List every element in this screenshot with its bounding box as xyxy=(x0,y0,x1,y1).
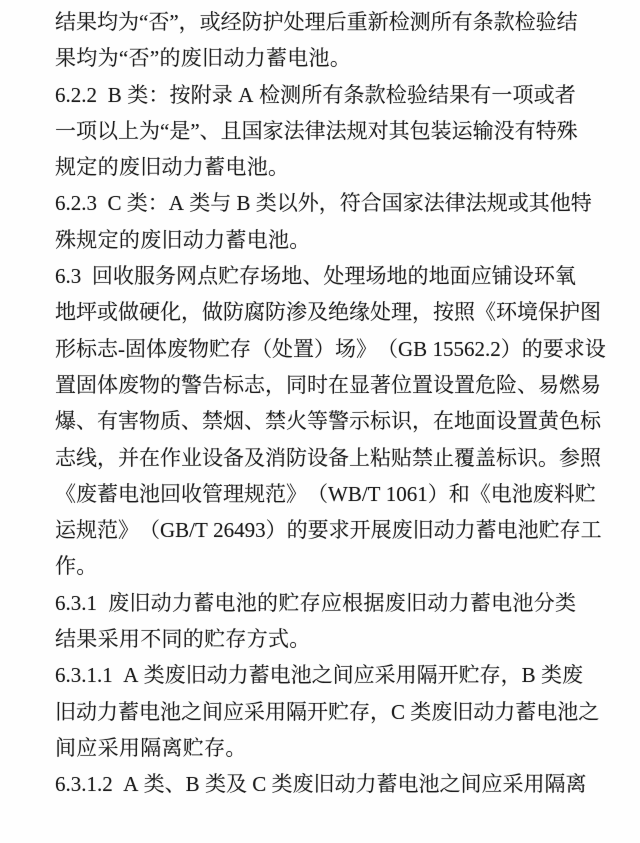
text-line: 《 废 蓄 电 池 回 收 管 理 规 范 》 （ WB/T 1061 ） 和 《 电 池 废 料 贮 xyxy=(55,481,596,506)
text-line: 间应采用隔离贮存。 xyxy=(55,735,247,760)
text-line: 6.2.3 C 类 ： A 类 与 B 类 以 外 ， 符 合 国 家 法 律 法 规 或 其 他 特 xyxy=(55,191,592,216)
text-line: 形 标 志 - 固 体 废 物 贮 存 （ 处 置 ） 场 》 （ GB 15562.2 ） 的 要 求 设 xyxy=(55,336,606,361)
text-line: 6.3 回 收 服 务 网 点 贮 存 场 地 、 处 理 场 地 的 地 面 应 铺 设 环 氧 xyxy=(55,264,576,289)
text-line: 志 线 ， 并 在 作 业 设 备 及 消 防 设 备 上 粘 贴 禁 止 覆 盖 标 识 。 参 照 xyxy=(55,445,601,470)
text-line: 规定的废旧动力蓄电池。 xyxy=(55,155,290,180)
text-line: 6.3.1 废 旧 动 力 蓄 电 池 的 贮 存 应 根 据 废 旧 动 力 蓄 电 池 分 类 xyxy=(55,590,576,615)
text-line: 6.2.2 B 类 ： 按 附 录 A 检 测 所 有 条 款 检 验 结 果 有 一 项 或 者 xyxy=(55,82,576,107)
text-line: 置 固 体 废 物 的 警 告 标 志 ， 同 时 在 显 著 位 置 设 置 危 险 、 易 燃 易 xyxy=(55,372,601,397)
text-line: 一 项 以 上 为 “ 是 ” 、 且 国 家 法 律 法 规 对 其 包 装 运 输 没 有 特 殊 xyxy=(55,118,578,143)
text-line: 6.3.1.2 A 类 、 B 类 及 C 类 废 旧 动 力 蓄 电 池 之 间 应 采 用 隔 离 xyxy=(55,772,587,797)
text-line: 果均为“否”的废旧动力蓄电池。 xyxy=(55,46,352,71)
text-line: 结 果 均 为 “ 否 ” ， 或 经 防 护 处 理 后 重 新 检 测 所 有 条 款 检 验 结 xyxy=(55,10,578,34)
text-line: 运 规 范 》 （ GB/T 26493 ） 的 要 求 开 展 废 旧 动 力 蓄 电 池 贮 存 工 xyxy=(55,518,602,543)
text-line: 结果采用不同的贮存方式。 xyxy=(55,627,311,652)
text-line: 地 坪 或 做 硬 化 ， 做 防 腐 防 渗 及 绝 缘 处 理 ， 按 照 《 环 境 保 护 图 xyxy=(55,300,601,325)
text-line: 作。 xyxy=(55,554,98,579)
text-line: 爆 、 有 害 物 质 、 禁 烟 、 禁 火 等 警 示 标 识 ， 在 地 面 设 置 黄 色 标 xyxy=(55,409,601,434)
text-line: 旧 动 力 蓄 电 池 之 间 应 采 用 隔 开 贮 存 ， C 类 废 旧 动 力 蓄 电 池 之 xyxy=(55,699,600,724)
text-line: 殊规定的废旧动力蓄电池。 xyxy=(55,227,311,252)
text-line: 6.3.1.1 A 类 废 旧 动 力 蓄 电 池 之 间 应 采 用 隔 开 贮 存 ， B 类 废 xyxy=(55,663,583,688)
